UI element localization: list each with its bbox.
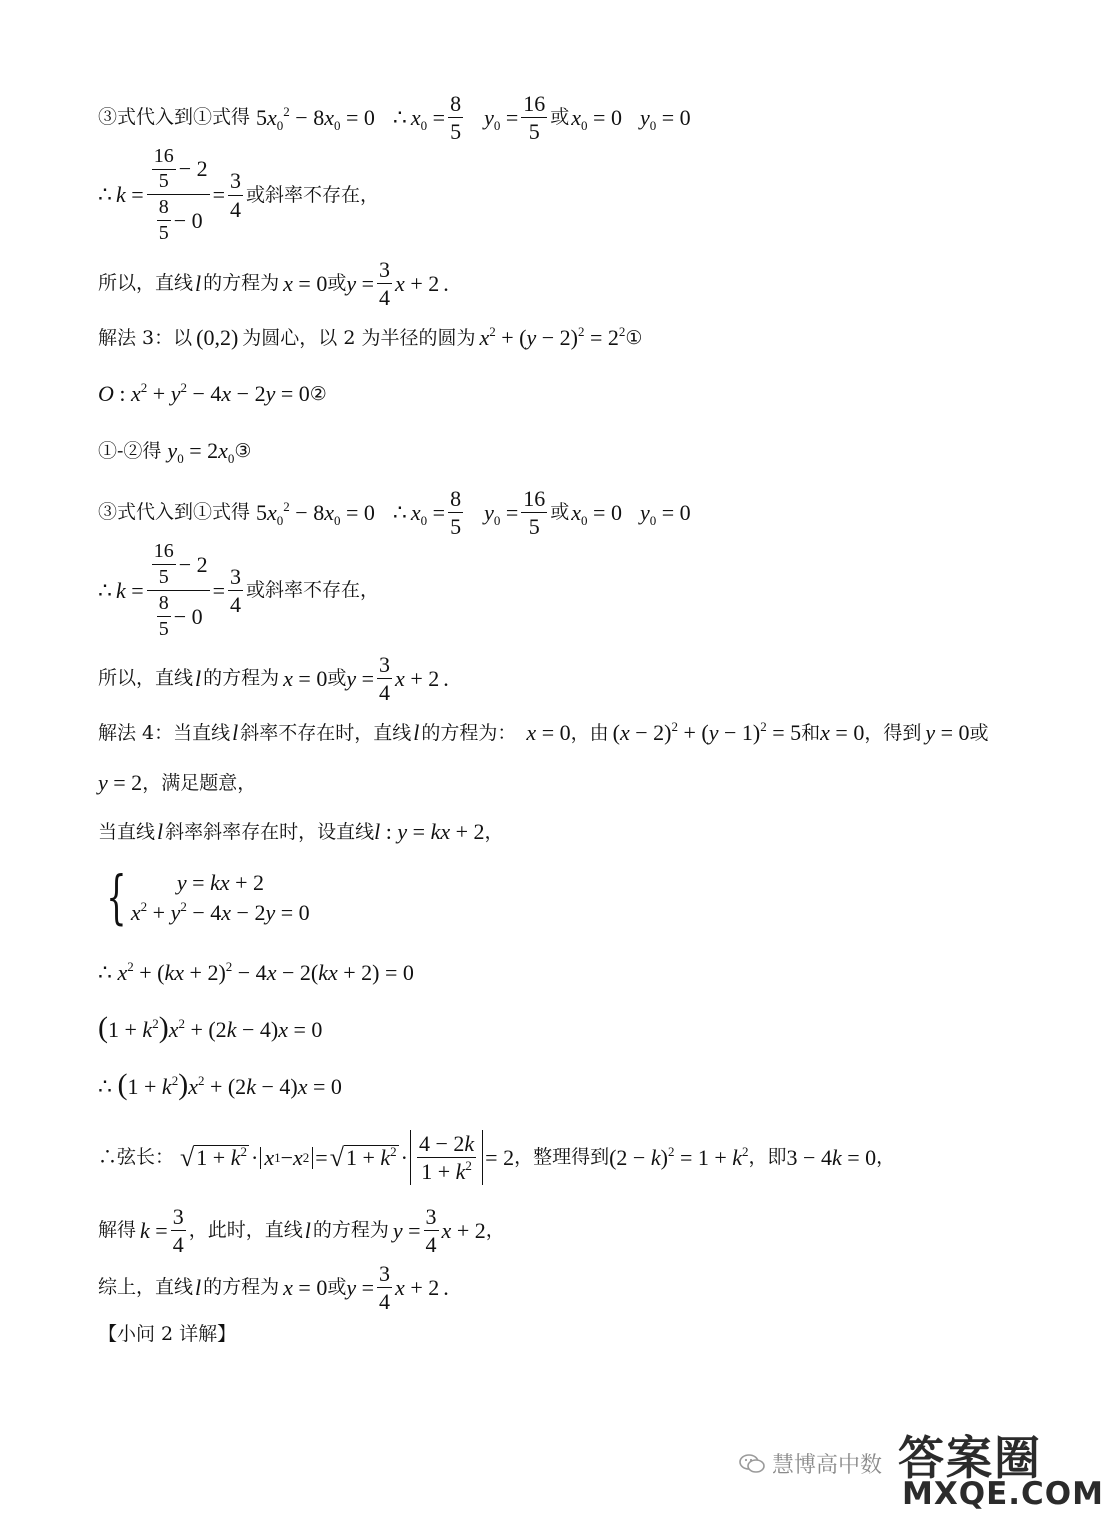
fraction bbox=[228, 565, 243, 616]
text: 的方程为 bbox=[203, 1276, 280, 1299]
text: = bbox=[212, 577, 226, 603]
text: 当直线 bbox=[98, 820, 156, 843]
text: 的方程为 bbox=[203, 667, 280, 690]
numerator: 3 bbox=[377, 1262, 392, 1288]
denominator: 5 bbox=[158, 566, 169, 588]
line-chord-length: ∴弦长： √ $1 + k^2$ · x 1 − x 2 = √ $1 + k^2$ · 4 − 2k $1 + k^2$ = 2 ，整理得到 $(2 - k)^2 = 1 + k^2$ ，即 3 − 4k = 0 ， bbox=[98, 1131, 896, 1185]
numerator: 8 bbox=[157, 197, 171, 221]
text: − 2 bbox=[178, 551, 208, 577]
text: ① bbox=[625, 326, 643, 349]
text: 的方程为： bbox=[421, 721, 517, 744]
logo-text: 答案圈 bbox=[898, 1431, 1042, 1485]
numerator: 3 bbox=[228, 565, 243, 591]
line-y-two: y = 2 ，满足题意， bbox=[98, 770, 257, 795]
minus-two: − 2 bbox=[178, 156, 208, 182]
denominator: 4 bbox=[172, 1232, 184, 1258]
fraction bbox=[377, 1262, 392, 1313]
x0-label: $x_0$ = bbox=[410, 104, 446, 133]
numerator: 16 bbox=[521, 487, 547, 513]
text: ∴弦长： bbox=[98, 1146, 175, 1169]
y0-label: $y_0$ = bbox=[484, 104, 519, 133]
line-substitute-1 bbox=[98, 92, 691, 143]
text: 为圆心，以 2 为半径的圆为 bbox=[242, 326, 476, 349]
numerator: 3 bbox=[424, 1205, 439, 1231]
text: ， bbox=[485, 1219, 505, 1242]
fraction bbox=[448, 92, 463, 143]
line-expand: ∴ $x^2 + (kx + 2)^2 - 4x - 2(kx + 2) = 0$ bbox=[98, 959, 414, 985]
text: 所以，直线 bbox=[98, 272, 194, 295]
text: ，整理得到 bbox=[514, 1146, 610, 1169]
text: ，即 bbox=[748, 1146, 787, 1169]
line-quadratic: $(1 + k^2)x^2 + (2k - 4)x = 0$ bbox=[98, 1011, 323, 1044]
text: ② bbox=[309, 382, 327, 405]
numerator: 3 bbox=[377, 653, 392, 679]
line-subtract: ①-②得 $y_0 = 2x_0$ ③ bbox=[98, 438, 252, 466]
numerator: 16 bbox=[152, 541, 176, 565]
section-heading-q2 bbox=[98, 1325, 236, 1344]
line-slope-2: ∴ k = $\frac{16}{5}$ − 2 $\frac{8}{5}$ − 0 = $\frac{3}{4}$ 或斜率不存在， bbox=[98, 540, 380, 640]
text: ③ bbox=[234, 439, 252, 462]
text: 解得 bbox=[98, 1219, 137, 1242]
text: 解法 3：以 bbox=[98, 326, 193, 349]
denominator: 5 bbox=[158, 222, 169, 244]
var: l bbox=[413, 720, 420, 745]
text: ， bbox=[484, 820, 504, 843]
text: 或 bbox=[327, 272, 347, 295]
text: 或 bbox=[327, 667, 347, 690]
therefore-symbol: ∴ bbox=[98, 182, 112, 207]
text: 或 bbox=[327, 1276, 347, 1299]
var: l bbox=[195, 665, 202, 691]
var: l bbox=[157, 819, 164, 844]
var: l bbox=[195, 1274, 202, 1300]
x0-zero: $x_0 = 0$ bbox=[571, 104, 622, 133]
text: ，满足题意， bbox=[142, 771, 257, 794]
text: ， bbox=[864, 721, 884, 744]
numerator: 3 bbox=[171, 1205, 186, 1231]
denominator: 5 bbox=[158, 618, 169, 640]
watermark-source bbox=[738, 1448, 882, 1479]
numerator: 16 bbox=[152, 146, 176, 170]
fraction bbox=[377, 258, 392, 309]
var: l bbox=[195, 270, 202, 296]
numerator: 8 bbox=[157, 593, 171, 617]
text: 或 bbox=[550, 501, 570, 524]
line-method4: 解法 4：当直线 l 斜率不存在时，直线 l 的方程为： x = 0 ， 由 $(x - 2)^2 + (y - 1)^2 = 5$ 和 x = 0 ， 得到 y = 0 或 bbox=[98, 719, 989, 745]
text: 斜率斜率存在时，设直线 bbox=[165, 820, 375, 843]
numerator: 8 bbox=[448, 92, 463, 118]
line-final: 综上，直线 l 的方程为 x = 0 或 y = $\frac{3}{4}$ x + 2 . bbox=[98, 1261, 449, 1315]
line-method3: 解法 3：以 (0,2) 为圆心，以 2 为半径的圆为 $x^2 + (y - 2)^2 = 2^2$ ① bbox=[98, 324, 643, 350]
wechat-icon bbox=[738, 1453, 766, 1475]
text: ①-②得 bbox=[98, 439, 162, 462]
text: ③式代入到①式得 bbox=[98, 106, 251, 129]
y0-zero: $y_0 = 0$ bbox=[639, 104, 691, 133]
equals: = bbox=[212, 182, 226, 207]
text: ∴ bbox=[392, 499, 407, 525]
line-conclusion-1: 所以，直线 l 的方程为 x = 0 或 y = $\frac{3}{4}$ x + 2 . bbox=[98, 257, 449, 311]
text: ， bbox=[570, 721, 590, 744]
numerator: 8 bbox=[448, 487, 463, 513]
text: 斜率不存在时，直线 bbox=[240, 721, 412, 744]
text: 和 bbox=[801, 721, 821, 744]
denominator: 5 bbox=[158, 170, 169, 192]
text: ∴ bbox=[98, 577, 112, 603]
denominator: 5 bbox=[450, 119, 462, 145]
fraction bbox=[171, 1205, 186, 1256]
fraction bbox=[228, 169, 243, 220]
text: 解法 4：当直线 bbox=[98, 721, 231, 744]
math: $5x_0^2 - 8x_0 = 0$ bbox=[256, 103, 375, 133]
text: 的方程为 bbox=[312, 1219, 389, 1242]
denominator: 4 bbox=[379, 680, 391, 706]
denominator: 4 bbox=[425, 1232, 437, 1258]
numerator: 3 bbox=[377, 258, 392, 284]
numerator: 3 bbox=[228, 169, 243, 195]
denominator: 5 bbox=[450, 514, 462, 540]
line-slope-exists: 当直线 l 斜率斜率存在时，设直线 l : y = kx + 2 ， bbox=[98, 819, 504, 844]
text: 所以，直线 bbox=[98, 667, 194, 690]
numerator: 16 bbox=[521, 92, 547, 118]
text: 的方程为 bbox=[203, 272, 280, 295]
answer-logo bbox=[898, 1422, 1104, 1518]
denominator: 4 bbox=[230, 592, 242, 617]
denominator: 5 bbox=[528, 514, 540, 540]
denominator: 4 bbox=[379, 285, 391, 311]
text: . bbox=[443, 1274, 449, 1300]
therefore-symbol: ∴ bbox=[392, 104, 407, 130]
text: 由 bbox=[589, 721, 609, 744]
line-circle-o: O : $x^2 + y^2 - 4x - 2y = 0$ ② bbox=[98, 380, 327, 406]
fraction bbox=[448, 487, 463, 538]
text: ③式代入到①式得 bbox=[98, 501, 251, 524]
denominator: 4 bbox=[230, 196, 242, 222]
text: 【小问 2 详解】 bbox=[98, 1323, 237, 1345]
watermark-text: 慧博高中数 bbox=[772, 1453, 883, 1478]
text: . bbox=[443, 665, 449, 691]
equation-system: { y = kx + 2 $x^2 + y^2 - 4x - 2y = 0$ bbox=[106, 863, 310, 931]
fraction bbox=[377, 653, 392, 704]
text: − 0 bbox=[173, 603, 203, 629]
fraction bbox=[521, 487, 547, 538]
fraction bbox=[424, 1205, 439, 1256]
line-substitute-2: ③式代入到①式得 $5x_0^2 - 8x_0 = 0$ ∴ $x_0$ = $\frac{8}{5}$ $y_0$ = $\frac{16}{5}$ 或 $x_0 = 0$ $y_0 = 0$ bbox=[98, 486, 691, 540]
line-slope-1: ∴ k = $\frac{16}{5}$ − 2 $\frac{8}{5}$ − 0 = $\frac{3}{4}$ 或斜率不存在， bbox=[98, 145, 380, 244]
logo-url: MXQE.COM bbox=[902, 1476, 1104, 1512]
text: 综上，直线 bbox=[98, 1276, 194, 1299]
line-solve: 解得 k = $\frac{3}{4}$ ，此时，直线 l 的方程为 y = $\frac{3}{4}$ x + 2 ， bbox=[98, 1204, 505, 1258]
or-text: 或 bbox=[550, 106, 570, 129]
point: (0,2) bbox=[196, 325, 239, 350]
text: 得到 bbox=[883, 721, 922, 744]
text: 或 bbox=[969, 721, 989, 744]
compound-fraction bbox=[147, 146, 210, 244]
line-conclusion-2: 所以，直线 l 的方程为 x = 0 或 y = $\frac{3}{4}$ x + 2 . bbox=[98, 652, 449, 706]
denominator: 5 bbox=[528, 119, 540, 145]
denominator: 4 bbox=[379, 1289, 391, 1315]
var: l bbox=[304, 1217, 311, 1243]
text: 或斜率不存在， bbox=[246, 579, 380, 601]
punct: . bbox=[443, 270, 449, 296]
minus-zero: − 0 bbox=[173, 207, 203, 233]
slope-none-text: 或斜率不存在， bbox=[246, 183, 380, 206]
var: l bbox=[232, 720, 239, 745]
line-quadratic-2: ∴ $(1 + k^2)x^2 + (2k - 4)x = 0$ bbox=[98, 1068, 342, 1101]
text: ，此时，直线 bbox=[188, 1219, 303, 1242]
fraction bbox=[521, 92, 547, 143]
text: ， bbox=[876, 1146, 896, 1169]
compound-fraction bbox=[147, 541, 210, 640]
